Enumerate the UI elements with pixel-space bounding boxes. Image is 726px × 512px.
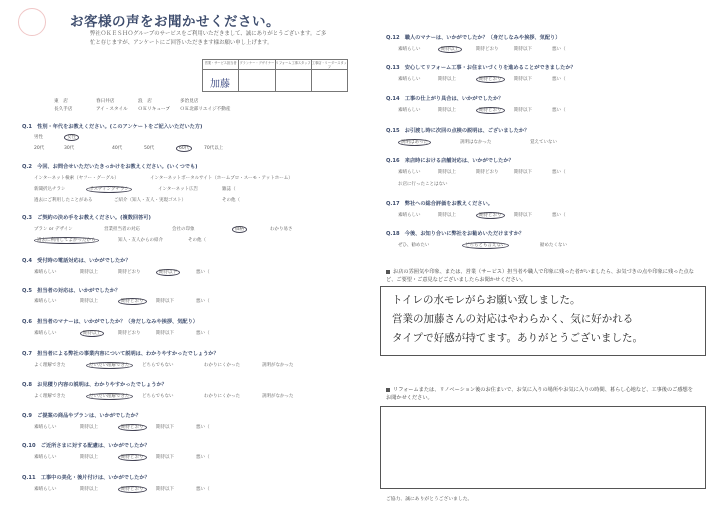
answer-option[interactable]: 素晴らしい: [34, 299, 57, 304]
shop-option[interactable]: ＯＫリキューブ: [138, 106, 170, 112]
question-label: Q.1 性別・年代をお教えください。(このアンケートをご記入いただいた方): [22, 124, 203, 130]
answer-option[interactable]: 素晴らしい: [34, 455, 57, 460]
answer-option[interactable]: 会社の印象: [172, 227, 195, 232]
shop-option[interactable]: 長久手店: [54, 106, 73, 112]
shop-option[interactable]: 浪 店: [138, 99, 152, 104]
answer-option[interactable]: よく理解できた: [34, 363, 66, 368]
answer-option[interactable]: わかり易さ: [270, 227, 293, 232]
stamp-cell: 工事店・リーダースタッフ: [311, 60, 347, 70]
question-label: Q.3 ご契約の決め手をお教えください。(複数回答可): [22, 215, 151, 221]
answer-option[interactable]: わかりにくかった: [204, 363, 240, 368]
answer-option[interactable]: 説明はあった: [398, 139, 431, 145]
answer-option[interactable]: 勧めたくない: [540, 243, 567, 248]
shop-option[interactable]: 東 店: [54, 99, 68, 104]
answer-option[interactable]: 期待以上: [438, 213, 456, 218]
question-label: Q.2 今回、お問合せいただいたきっかけをお教えください。(いくつでも): [22, 164, 198, 170]
answer-option[interactable]: 40代: [112, 146, 123, 151]
answer-option[interactable]: 営業担当者の対応: [104, 227, 140, 232]
answer-option[interactable]: 覚えていない: [530, 140, 557, 145]
answer-option[interactable]: よく理解できた: [34, 394, 66, 399]
answer-option[interactable]: 期待以上: [438, 108, 456, 113]
answer-option[interactable]: 素晴らしい: [34, 331, 57, 336]
handwritten-comment-line: トイレの水モレがらお願い致しました。: [392, 294, 581, 306]
answer-option[interactable]: ポスティングチラシ: [86, 186, 132, 192]
page-title: お客様の声をお聞かせください。: [70, 14, 280, 30]
answer-option[interactable]: インターネット広告: [158, 187, 199, 192]
stamp-cell: プランナー・デザイナー: [239, 60, 275, 91]
answer-option[interactable]: その他（: [188, 238, 206, 243]
answer-option[interactable]: ぜひ、勧めたい: [398, 243, 430, 248]
answer-option[interactable]: インターネット検索（ヤフー・グーグル）: [34, 176, 119, 181]
answer-option[interactable]: だいたい理解できた: [86, 393, 133, 399]
answer-option[interactable]: 素晴らしい: [398, 108, 421, 113]
footer-thanks: ご協力、誠にありがとうございました。: [386, 497, 473, 502]
stamp-cell: リフォーム工事スタッフ: [276, 60, 312, 91]
company-seal: [18, 8, 46, 36]
question-label: Q.17 弊社への総合評価をお教えください。: [386, 201, 493, 207]
handwritten-comment-line: タイプで好感が持てます。ありがとうございました。: [392, 332, 643, 344]
answer-option[interactable]: 期待以下: [156, 331, 174, 336]
answer-option[interactable]: 期待どおり: [476, 47, 499, 52]
question-label: Q.10 ご近所さまに対する配慮は、いかがでしたか？: [22, 443, 150, 449]
answer-option[interactable]: 悪い（: [196, 425, 210, 430]
answer-option[interactable]: 期待どおり: [118, 270, 141, 275]
answer-option[interactable]: 期待以下: [156, 425, 174, 430]
answer-option[interactable]: 期待以上: [80, 455, 98, 460]
answer-option[interactable]: 知人・友人からの紹介: [118, 238, 163, 243]
answer-option[interactable]: 悪い（: [196, 455, 210, 460]
answer-option[interactable]: 期待どおり: [118, 424, 147, 430]
answer-option[interactable]: 期待どおり: [118, 486, 147, 492]
answer-option[interactable]: 素晴らしい: [398, 77, 421, 82]
handwritten-staff-name: 加藤: [210, 79, 230, 90]
answer-option[interactable]: 女性: [64, 134, 79, 140]
answer-option[interactable]: 男性: [34, 135, 43, 140]
comment-box-2[interactable]: [380, 406, 706, 489]
answer-option[interactable]: その他（: [222, 198, 240, 203]
answer-option[interactable]: 60代: [176, 145, 192, 151]
answer-option[interactable]: わかりにくかった: [204, 394, 240, 399]
answer-option[interactable]: 期待どおり: [118, 331, 141, 336]
question-label: Q.12 職人のマナーは、いかがでしたか？（身だしなみや挨拶、気配り）: [386, 35, 561, 41]
answer-option[interactable]: 雑誌（: [222, 187, 236, 192]
answer-option[interactable]: 悪い（: [552, 77, 566, 82]
answer-option[interactable]: 素晴らしい: [398, 213, 421, 218]
answer-option[interactable]: 期待以下: [514, 47, 532, 52]
question-label: Q.4 受付時の電話対応は、いかがでしたか？: [22, 258, 131, 264]
answer-option[interactable]: 過去に利用してよかったから: [34, 237, 99, 243]
question-label: Q.9 ご提案の商品やプランは、いかがでしたか？: [22, 413, 141, 419]
answer-option[interactable]: 期待以上: [438, 77, 456, 82]
answer-option[interactable]: 素晴らしい: [34, 270, 57, 275]
question-label: Q.13 安心してリフォーム工事・お住まいづくりを進めることができましたか？: [386, 65, 576, 71]
answer-option[interactable]: 説明がなかった: [262, 394, 294, 399]
answer-option[interactable]: 悪い（: [196, 299, 210, 304]
answer-option[interactable]: だいたい理解できた: [86, 362, 133, 368]
answer-option[interactable]: どちらでもない: [142, 394, 174, 399]
answer-option[interactable]: 説明はなかった: [460, 140, 492, 145]
answer-option[interactable]: 期待以上: [80, 270, 98, 275]
answer-option[interactable]: プラン or デザイン: [34, 227, 73, 232]
shop-option[interactable]: ＯＫ北部リエイジ不動産: [180, 106, 231, 112]
comment-prompt-1: お店の雰囲気や印象、または、営業（サービス）担当者や職人で印象に残った者がいましたら、お気づきの点や印象に残った点など、ご要望・ご意見などございましたらお聞かせください。: [386, 269, 694, 283]
page-subtitle: 弊社ＯＫＥＳＨＯグループのサービスをご利用いただきまして、誠にありがとうございます。ご多忙と存じますが、アンケートにご回答いただきます様お願い申し上げます。: [90, 31, 327, 46]
answer-option[interactable]: 悪い（: [552, 47, 566, 52]
question-label: Q.18 今後、お知り合いに弊社をお勧めいただけますか？: [386, 231, 525, 237]
answer-option[interactable]: 20代: [34, 146, 45, 151]
comment-prompt-2: リフォームまたは、リノベーション後のお住まいで、お気に入りの場所やお気に入りの時間、暮らし心地など、工事後のご感想をお聞かせください。: [386, 387, 693, 401]
answer-option[interactable]: 過去にご利用したことがある: [34, 198, 93, 203]
question-label: Q.5 担当者の対応は、いかがでしたか？: [22, 288, 121, 294]
answer-option[interactable]: 期待以下: [156, 299, 174, 304]
answer-option[interactable]: 期待どおり: [118, 298, 147, 304]
answer-option[interactable]: 期待以下: [156, 455, 174, 460]
question-label: Q.6 担当者のマナーは、いかがでしたか？（身だしなみや挨拶、気配り）: [22, 319, 198, 325]
answer-option[interactable]: 悪い（: [196, 487, 210, 492]
answer-option[interactable]: 期待以上: [80, 487, 98, 492]
answer-option[interactable]: 期待以下: [514, 213, 532, 218]
question-label: Q.8 お見積り内容の説明は、わかりやすかったでしょうか？: [22, 382, 167, 388]
answer-option[interactable]: 素晴らしい: [34, 487, 57, 492]
answer-option[interactable]: どちらとも言えない: [462, 242, 509, 248]
answer-option[interactable]: 悪い（: [552, 170, 566, 175]
answer-option[interactable]: 期待以下: [156, 487, 174, 492]
answer-option[interactable]: 期待どおり: [476, 170, 499, 175]
answer-option[interactable]: ご紹介（知人・友人・実現ゴスト）: [114, 198, 186, 203]
answer-option[interactable]: 期待どおり: [476, 212, 505, 218]
question-label: Q.7 担当者による弊社の事業内容について説明は、わかりやすかったでしょうか？: [22, 351, 219, 357]
question-label: Q.16 来店時における店舗対応は、いかがでしたか？: [386, 158, 514, 164]
answer-option[interactable]: 悪い（: [196, 331, 210, 336]
answer-option[interactable]: 素晴らしい: [34, 425, 57, 430]
answer-option[interactable]: 期待以下: [156, 269, 180, 275]
answer-option[interactable]: 50代: [144, 146, 155, 151]
answer-option[interactable]: 素晴らしい: [398, 170, 421, 175]
answer-option[interactable]: 期待以上: [438, 46, 462, 52]
answer-option[interactable]: どちらでもない: [142, 363, 174, 368]
handwritten-comment-line: 営業の加藤さんの対応はやわらかく、気に好かれる: [392, 313, 634, 325]
answer-option[interactable]: 悪い（: [196, 270, 210, 275]
shop-list: [54, 98, 231, 113]
shop-option[interactable]: 春日井店: [96, 99, 115, 104]
answer-option[interactable]: 期待以上: [80, 425, 98, 430]
answer-option[interactable]: 70代以上: [204, 146, 224, 151]
question-label: Q.14 工事の仕上がり具合は、いかがでしたか？: [386, 96, 504, 102]
answer-option[interactable]: 期待どおり: [476, 76, 505, 82]
answer-option[interactable]: 説明がなかった: [262, 363, 294, 368]
answer-option[interactable]: 期待どおり: [118, 454, 147, 460]
answer-option[interactable]: 期待以上: [80, 299, 98, 304]
question-label: Q.15 お引渡し時に次回の点検の説明は、ございましたか？: [386, 128, 530, 134]
answer-option[interactable]: 期待以下: [514, 108, 532, 113]
answer-option[interactable]: 30代: [64, 146, 75, 151]
answer-option[interactable]: 悪い（: [552, 108, 566, 113]
answer-option[interactable]: 価格: [232, 226, 247, 232]
stamp-cell: 営業・サービス担当者: [203, 60, 239, 91]
answer-option[interactable]: 新聞折込チラシ: [34, 187, 66, 192]
shop-option[interactable]: アイ・スタイル: [96, 106, 128, 112]
answer-option[interactable]: 期待以下: [514, 170, 532, 175]
answer-option[interactable]: お店に行ったことはない: [398, 182, 448, 187]
shop-option[interactable]: 多治見店: [180, 99, 199, 104]
answer-option[interactable]: 期待以下: [514, 77, 532, 82]
answer-option[interactable]: 期待以上: [438, 170, 456, 175]
answer-option[interactable]: 素晴らしい: [398, 47, 421, 52]
answer-option[interactable]: 期待以上: [80, 330, 104, 336]
question-label: Q.11 工事中の美化・後片付けは、いかがでしたか？: [22, 475, 150, 481]
answer-option[interactable]: 期待どおり: [476, 107, 505, 113]
answer-option[interactable]: 悪い（: [552, 213, 566, 218]
answer-option[interactable]: インターネットポータルサイト（ホームプロ・スーモ・アットホーム）: [150, 176, 293, 181]
